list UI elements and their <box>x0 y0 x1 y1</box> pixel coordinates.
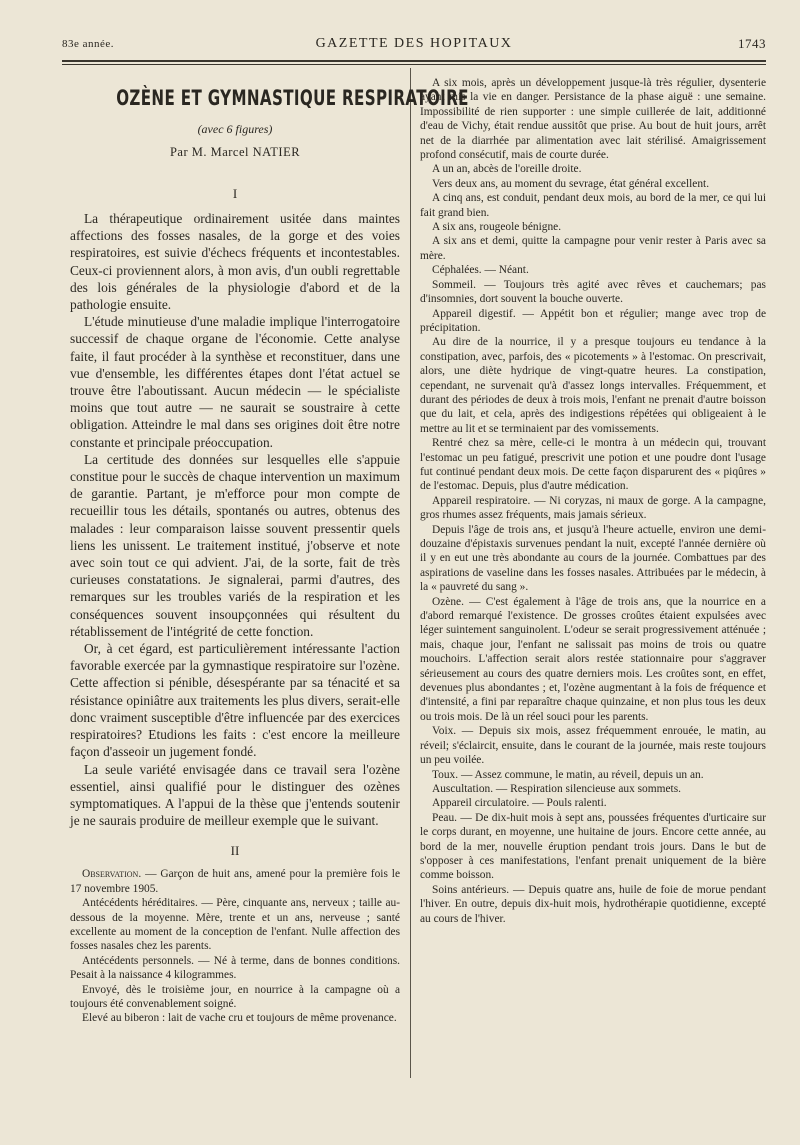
paragraph: A un an, abcès de l'oreille droite. <box>432 163 582 176</box>
left-column <box>70 76 469 1026</box>
paragraph: Elevé au biberon : lait de vache cru et toujours de même provenance. <box>82 1012 397 1025</box>
paragraph: Appareil respiratoire. — Ni coryzas, ni maux de gorge. A la campagne, gros rhumes assez fréquents, mais jamais sérieux. <box>420 494 766 522</box>
paragraph: A cinq ans, est conduit, pendant deux mois, au bord de la mer, ce qui lui fait grand bien. <box>420 192 766 219</box>
section-1-text <box>70 210 400 829</box>
journal-title: GAZETTE DES HOPITAUX <box>315 36 513 51</box>
observation-continued <box>420 76 766 926</box>
article-subtitle: (avec 6 figures) <box>197 122 273 136</box>
paragraph: Au dire de la nourrice, il y a presque toujours eu tendance à la constipation, avec, parfois, des « picotements » à l'estomac. On prescrivait, alors, une diète hydrique de vingt-quatre heures. La constipation, cependant, ne survenait qu'à d'assez longs intervalles. Fréquemment, et durant des périodes de deux à trois mois, l'enfant ne prenait d'autre boisson que du lait, et cela, après des indigestions répétées qui obligeaient à le mettre au lit et se terminaient par des vomissements. <box>420 336 766 435</box>
paragraph: Céphalées. — Néant. <box>432 264 529 277</box>
paragraph: Soins antérieurs. — Depuis quatre ans, huile de foie de morue pendant l'hiver. En outre, depuis dix-huit mois, hydrothérapie quotidienne, excepté au cours de l'hiver. <box>420 883 766 925</box>
observation-intro-text: — Garçon de huit ans, amené pour la première fois le 17 novembre 1905. <box>70 868 400 895</box>
paragraph: La certitude des données sur lesquelles elle s'appuie constitue pour le succès de chaque intervention un maximum de garantie. Partant, je m'efforce pour mon compte de recueillir tous les détails, spontanés ou autres, obtenus des malades : leur comparaison laisse souvent pressentir quels liens les unissent. Le traitement institué, j'observe et note avec soin tout ce qui advient. J'ai, de la sorte, fait de très curieuses constatations. Je signalerai, parmi d'autres, des remarques sur les troubles variés de la respiration et les conséquences souvent insoupçonnées qui résultent du rétablissement de l'intégrité de cette fonction. <box>70 451 400 639</box>
paragraph: Toux. — Assez commune, le matin, au réveil, depuis un an. <box>432 768 704 781</box>
paragraph: Appareil digestif. — Appétit bon et régulier; mange avec trop de précipitation. <box>420 307 766 334</box>
paragraph: A six ans, rougeole bénigne. <box>432 221 562 234</box>
article-title: OZÈNE ET GYMNASTIQUE RESPIRATOIRE <box>116 86 469 110</box>
paragraph: Rentré chez sa mère, celle-ci le montra à un médecin qui, trouvant l'estomac un peu fatigué, prescrivit une potion et une poudre dont l'usage fut continué pendant deux mois. De cette façon disparurent des « piqûres » de l'estomac. Depuis, plus d'autre médication. <box>420 437 766 493</box>
header-rule-thin <box>62 64 766 65</box>
paragraph: Sommeil. — Toujours très agité avec rêves et cauchemars; pas d'insomnies, dort souvent la bouche ouverte. <box>420 278 766 306</box>
paragraph: Antécédents héréditaires. — Père, cinquante ans, nerveux ; taille au-dessous de la moyenne. Mère, trente et un ans, nerveuse ; santé excellente au moment de la conception de l'enfant. Nulle affection des fosses nasales chez les parents. <box>70 897 400 953</box>
paragraph: Voix. — Depuis six mois, assez fréquemment enrouée, le matin, au réveil; s'éclaircit, ensuite, dans le courant de la journée, mais reste toujours un peu voilée. <box>420 725 766 767</box>
page-number: 1743 <box>738 36 766 51</box>
issue-label: 83e année. <box>62 38 115 50</box>
observation-label: Observation. <box>82 868 142 881</box>
header-rule <box>62 60 766 62</box>
observation-text <box>70 867 400 1025</box>
paragraph: Depuis l'âge de trois ans, et jusqu'à l'heure actuelle, environ une demi-douzaine d'épistaxis survenues pendant la nuit, excepté l'année dernière où il y en eut une très abondante au cours de la journée. Combattues par des aspirations de vaseline dans les fosses nasales. Attribuées par le médecin, à la « pauvreté du sang ». <box>420 523 766 594</box>
paragraph: Peau. — De dix-huit mois à sept ans, poussées fréquentes d'urticaire sur le corps durant, en moyenne, une huitaine de jours. Encore cette année, au bord de la mer, nouvelle éruption pendant trois jours. Dans le but de s'opposer à ces manifestations, l'enfant prenait uniquement de la bière comme boisson. <box>420 811 766 882</box>
page-header <box>62 34 766 56</box>
right-column <box>420 76 766 926</box>
paragraph: Vers deux ans, au moment du sevrage, état général excellent. <box>432 177 710 190</box>
paragraph: A six ans et demi, quitte la campagne pour venir rester à Paris avec sa mère. <box>420 235 766 262</box>
section-number-1: I <box>232 186 238 201</box>
section-number-2: II <box>230 843 240 859</box>
observation-intro <box>70 867 400 896</box>
paragraph: Or, à cet égard, est particulièrement intéressante l'action favorable exercée par la gymnastique respiratoire sur l'ozène. Cette affection si pénible, désespérante par sa ténacité et sa résistance opiniâtre aux traitements les plus divers, serait-elle donc vraiment susceptible d'être influencée par des exercices respiratoires? Etudions les faits : c'est encore la meilleure façon d'asseoir un jugement fondé. <box>70 641 400 760</box>
paragraph: L'étude minutieuse d'une maladie implique l'interrogatoire successif de chaque organe de l'économie. Cette analyse faite, il faut procéder à la synthèse et reconstituer, dans une vue d'ensemble, les différentes étapes dont l'état actuel se trouve être l'aboutissant. Aucun médecin — le spécialiste moins que tout autre — ne saurait se soustraire à cette obligation. Atteindre le mal dans ses origines doit être notre constante et principale préoccupation. <box>70 314 400 450</box>
column-divider <box>410 68 411 1078</box>
paragraph: A six mois, après un développement jusque-là très régulier, dysenterie ayant mis la vie en danger. Persistance de la phase aiguë : une semaine. Impossibilité de rien supporter : une simple cuillerée de lait, additionné d'eau de Vichy, était rendue aussitôt que prise. Au bout de huit jours, arrêt net de la diarrhée par alimentation avec lait stérilisé. Amaigrissement profond consécutif, mais de courte durée. <box>420 77 766 162</box>
paragraph: Ozène. — C'est également à l'âge de trois ans, que la nourrice en a d'abord remarqué l'existence. De grosses croûtes étaient expulsées avec léger suintement sanguinolent. L'odeur se serait progressivement atténuée ; mais, chaque jour, l'enfant ne salissait pas moins de trois ou quatre mouchoirs. L'affection serait alors restée stationnaire pour s'aggraver sérieusement au cours des quatre derniers mois. Les croûtes sont, en effet, devenues plus abondantes ; et, l'ozène augmentant à la fois de fréquence et d'intensité, a fini par reparaître chaque quinzaine, et non plus tous les deux ou trois mois. De là un réel souci pour les parents. <box>420 595 766 723</box>
article-author: Par M. Marcel NATIER <box>169 145 301 159</box>
paragraph: La thérapeutique ordinairement usitée dans maintes affections des fosses nasales, de la gorge et des voies respiratoires, est suivie d'échecs fréquents et incontestables. Ceux-ci proviennent alors, à mon avis, d'un oubli regrettable des lois générales de la physiologie d'abord et de la pathologie ensuite. <box>70 211 400 313</box>
paragraph: Envoyé, dès le troisième jour, en nourrice à la campagne où a toujours été convenablement soigné. <box>70 983 400 1010</box>
paragraph: Appareil circulatoire. — Pouls ralenti. <box>432 797 607 810</box>
paragraph: La seule variété envisagée dans ce travail sera l'ozène essentiel, ainsi qualifié pour le distinguer des ozènes symptomatiques. A l'appui de la thèse que j'entends soutenir je ne saurais produire de meilleur exemple que le suivant. <box>70 761 400 829</box>
paragraph: Antécédents personnels. — Né à terme, dans de bonnes conditions. Pesait à la naissance 4 kilogrammes. <box>70 954 400 982</box>
paragraph: Auscultation. — Respiration silencieuse aux sommets. <box>432 782 681 795</box>
